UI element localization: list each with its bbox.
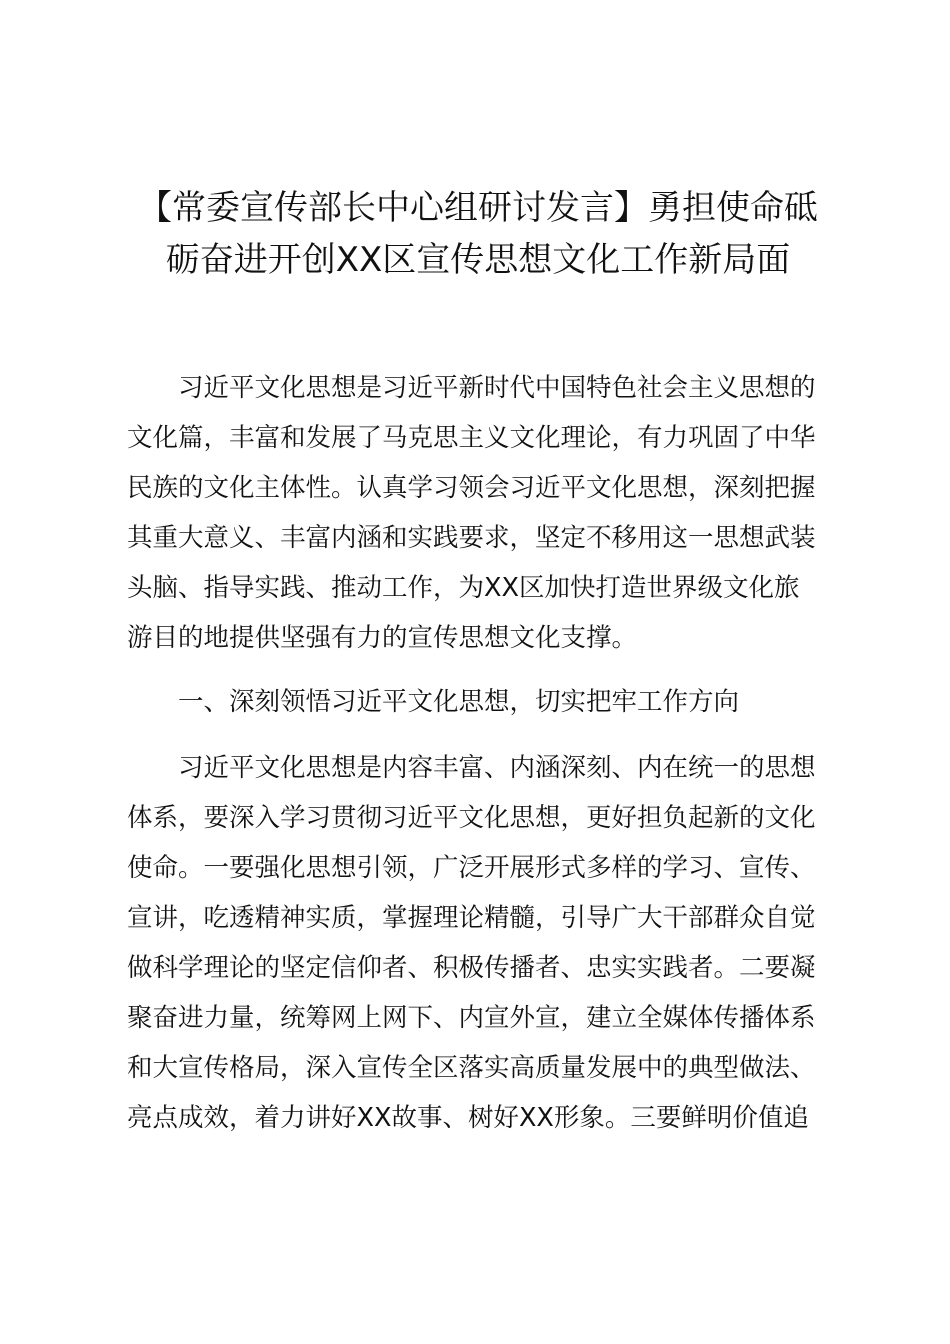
paragraph-line: 习近平文化思想是内容丰富、内涵深刻、内在统一的思想 (178, 753, 816, 783)
section-paragraph (127, 743, 839, 1143)
paragraph-line: 亮点成效，着力讲好XX故事、树好XX形象。三要鲜明价值追 (127, 1103, 809, 1133)
paragraph-line: 民族的文化主体性。认真学习领会习近平文化思想，深刻把握 (127, 473, 816, 503)
paragraph-line: 和大宣传格局，深入宣传全区落实高质量发展中的典型做法、 (127, 1053, 816, 1083)
paragraph-line: 做科学理论的坚定信仰者、积极传播者、忠实实践者。二要凝 (127, 953, 816, 983)
paragraph-line: 使命。一要强化思想引领，广泛开展形式多样的学习、宣传、 (127, 853, 816, 883)
paragraph-line: 文化篇，丰富和发展了马克思主义文化理论，有力巩固了中华 (127, 423, 816, 453)
section-heading (127, 677, 839, 727)
document-title (118, 182, 838, 286)
paragraph-line: 习近平文化思想是习近平新时代中国特色社会主义思想的 (178, 373, 816, 403)
paragraph-line: 体系，要深入学习贯彻习近平文化思想，更好担负起新的文化 (127, 803, 816, 833)
title-line: 【常委宣传部长中心组研讨发言】勇担使命砥 (138, 188, 818, 228)
intro-paragraph (127, 363, 839, 663)
title-line: 砺奋进开创XX区宣传思想文化工作新局面 (165, 240, 791, 280)
paragraph-line: 其重大意义、丰富内涵和实践要求，坚定不移用这一思想武装 (127, 523, 816, 553)
section-heading-text: 一、深刻领悟习近平文化思想，切实把牢工作方向 (178, 687, 740, 717)
paragraph-line: 聚奋进力量，统筹网上网下、内宣外宣，建立全媒体传播体系 (127, 1003, 816, 1033)
paragraph-line: 头脑、指导实践、推动工作，为XX区加快打造世界级文化旅 (127, 573, 800, 603)
paragraph-line: 宣讲，吃透精神实质，掌握理论精髓，引导广大干部群众自觉 (127, 903, 816, 933)
paragraph-line: 游目的地提供坚强有力的宣传思想文化支撑。 (127, 623, 638, 653)
